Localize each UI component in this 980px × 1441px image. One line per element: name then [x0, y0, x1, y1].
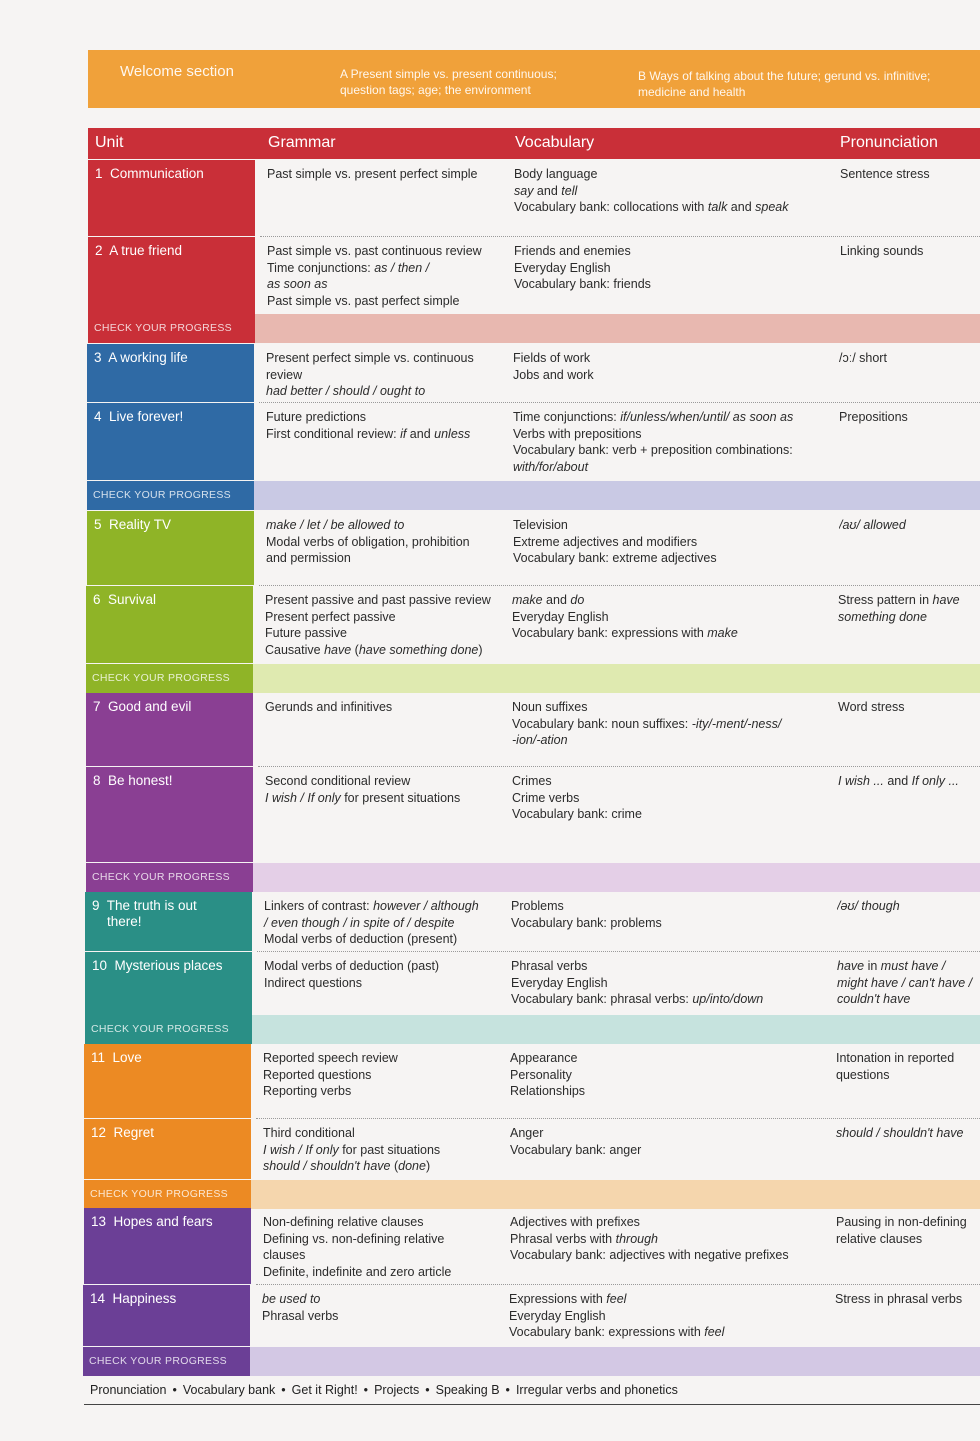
- footer-links: [90, 1383, 980, 1397]
- table-header: [88, 128, 980, 159]
- vocabulary-line: Television: [513, 518, 568, 532]
- grammar-cell-8: [265, 773, 500, 806]
- pronunciation-cell-8: [838, 773, 976, 790]
- grammar-line: clauses: [263, 1248, 306, 1262]
- grammar-line: Time conjunctions: as / then /: [267, 260, 430, 275]
- unit-cell-14[interactable]: [83, 1285, 250, 1346]
- vocabulary-line: say and tell: [514, 183, 578, 198]
- welcome-col-a-line2: question tags; age; the environment: [340, 83, 531, 97]
- welcome-col-b-line2: medicine and health: [638, 85, 746, 99]
- unit-cell-11[interactable]: [84, 1044, 251, 1118]
- vocabulary-cell-6: [512, 592, 822, 642]
- unit-title: [91, 1050, 246, 1066]
- vocabulary-line: Personality: [510, 1067, 572, 1082]
- unit-cell-12[interactable]: [84, 1119, 251, 1179]
- unit-cell-8[interactable]: [86, 767, 253, 862]
- unit-title: [93, 699, 248, 715]
- unit-title-line: 7 Good and evil: [93, 699, 192, 714]
- check-your-progress-label: CHECK YOUR PROGRESS: [93, 489, 231, 501]
- grammar-line: should / shouldn't have (done): [263, 1159, 431, 1173]
- pronunciation-cell-10: [837, 958, 975, 1008]
- welcome-col-a-line1: A Present simple vs. present continuous;: [340, 67, 557, 81]
- check-your-progress-strip[interactable]: [83, 1347, 980, 1376]
- grammar-line: Present perfect passive: [265, 609, 396, 624]
- grammar-line: Non-defining relative clauses: [263, 1215, 424, 1229]
- vocabulary-cell-3: [513, 350, 823, 383]
- welcome-col-b-line1: B Ways of talking about the future; gerund vs. infinitive;: [638, 69, 931, 83]
- check-your-progress-label: CHECK YOUR PROGRESS: [89, 1355, 227, 1367]
- grammar-line: Third conditional: [263, 1126, 355, 1140]
- row-divider: [256, 1118, 980, 1119]
- vocabulary-line: Everyday English: [511, 975, 608, 990]
- vocabulary-cell-7: [512, 699, 822, 749]
- vocabulary-line: with/for/about: [513, 459, 589, 474]
- unit-title-line: 9 The truth is out: [92, 898, 197, 913]
- pronunciation-cell-11: [836, 1050, 974, 1083]
- pronunciation-line: Prepositions: [839, 410, 908, 424]
- grammar-line: Modal verbs of deduction (past): [264, 959, 440, 973]
- vocabulary-cell-14: [509, 1291, 819, 1341]
- pronunciation-cell-4: [839, 409, 977, 426]
- grammar-line: make / let / be allowed to: [266, 518, 405, 532]
- unit-cell-2[interactable]: [88, 237, 255, 314]
- grammar-cell-4: [266, 409, 501, 442]
- vocabulary-line: Vocabulary bank: extreme adjectives: [513, 551, 717, 565]
- pronunciation-line: Word stress: [838, 700, 905, 714]
- footer-item[interactable]: Speaking B: [435, 1383, 500, 1397]
- check-your-progress-label: CHECK YOUR PROGRESS: [94, 322, 232, 334]
- vocabulary-line: Vocabulary bank: verb + preposition combinations:: [513, 443, 793, 457]
- pronunciation-line: couldn't have: [837, 992, 911, 1006]
- vocabulary-line: Appearance: [510, 1051, 578, 1065]
- grammar-cell-10: [264, 958, 499, 991]
- check-your-progress-strip[interactable]: [86, 664, 980, 693]
- vocabulary-line: Expressions with feel: [509, 1292, 627, 1306]
- vocabulary-line: Adjectives with prefixes: [510, 1215, 640, 1229]
- row-divider: [259, 402, 980, 403]
- unit-title: [94, 350, 249, 366]
- unit-title: [91, 1125, 246, 1141]
- pronunciation-cell-3: [839, 350, 977, 367]
- unit-title-line: 12 Regret: [91, 1125, 155, 1140]
- grammar-line: had better / should / ought to: [266, 384, 426, 398]
- pronunciation-line: Stress pattern in have: [838, 593, 960, 607]
- grammar-line: Present perfect simple vs. continuous: [266, 351, 474, 365]
- grammar-line: Future passive: [265, 626, 347, 640]
- pronunciation-line: Sentence stress: [840, 167, 930, 181]
- unit-title-line: 2 A true friend: [95, 243, 183, 258]
- grammar-cell-11: [263, 1050, 498, 1100]
- vocabulary-line: Problems: [511, 899, 564, 913]
- pronunciation-line: Intonation in reported: [836, 1051, 955, 1065]
- pronunciation-line: Linking sounds: [840, 244, 924, 258]
- vocabulary-cell-2: [514, 243, 824, 293]
- row-divider: [260, 236, 980, 237]
- unit-title-line: 3 A working life: [94, 350, 188, 365]
- pronunciation-line: Pausing in non-defining: [836, 1215, 967, 1229]
- grammar-cell-5: [266, 517, 501, 567]
- vocabulary-line: Vocabulary bank: expressions with make: [512, 626, 738, 640]
- unit-title-line: there!: [92, 914, 142, 929]
- unit-title-line: 14 Happiness: [90, 1291, 177, 1306]
- grammar-line: Past simple vs. past perfect simple: [267, 293, 460, 308]
- vocabulary-line: Anger: [510, 1126, 544, 1140]
- unit-title-line: 5 Reality TV: [94, 517, 172, 532]
- vocabulary-cell-9: [511, 898, 821, 931]
- vocabulary-cell-8: [512, 773, 822, 823]
- vocabulary-line: Everyday English: [512, 609, 609, 624]
- row-divider: [257, 951, 980, 952]
- grammar-line: First conditional review: if and unless: [266, 426, 471, 441]
- footer-divider: [84, 1404, 980, 1405]
- grammar-line: Linkers of contrast: however / although: [264, 899, 479, 913]
- welcome-title: Welcome section: [120, 63, 234, 80]
- footer-item[interactable]: Pronunciation: [90, 1383, 167, 1397]
- unit-title-line: 10 Mysterious places: [92, 958, 223, 973]
- pronunciation-cell-6: [838, 592, 976, 625]
- vocabulary-line: Crimes: [512, 774, 552, 788]
- vocabulary-line: Vocabulary bank: anger: [510, 1142, 642, 1157]
- vocabulary-line: Fields of work: [513, 351, 591, 365]
- row-divider: [258, 766, 980, 767]
- row-divider: [259, 585, 980, 586]
- pronunciation-line: /əʊ/ though: [837, 899, 900, 913]
- unit-title-line: 8 Be honest!: [93, 773, 173, 788]
- pronunciation-line: /ɔː/ short: [839, 351, 887, 365]
- grammar-line: Causative have (have something done): [265, 642, 483, 657]
- vocabulary-line: Noun suffixes: [512, 700, 588, 714]
- grammar-line: Second conditional review: [265, 774, 411, 788]
- grammar-line: Modal verbs of deduction (present): [264, 932, 458, 946]
- check-your-progress-strip[interactable]: [85, 1015, 980, 1044]
- bullet-separator: •: [505, 1383, 510, 1397]
- check-your-progress-strip[interactable]: [88, 314, 980, 343]
- vocabulary-cell-12: [510, 1125, 820, 1158]
- welcome-col-a: [340, 66, 610, 98]
- unit-title-line: 11 Love: [91, 1050, 142, 1065]
- grammar-line: review: [266, 367, 303, 382]
- bullet-separator: •: [281, 1383, 286, 1397]
- grammar-line: Phrasal verbs: [262, 1308, 339, 1323]
- vocabulary-cell-10: [511, 958, 821, 1008]
- check-your-progress-strip[interactable]: [87, 481, 980, 510]
- grammar-cell-14: [262, 1291, 497, 1324]
- unit-title: [95, 243, 250, 259]
- vocabulary-line: Vocabulary bank: friends: [514, 277, 651, 291]
- unit-title: [91, 1214, 246, 1230]
- check-your-progress-strip[interactable]: [84, 1180, 980, 1209]
- pronunciation-line: Stress in phrasal verbs: [835, 1292, 963, 1306]
- bullet-separator: •: [363, 1383, 369, 1397]
- vocabulary-line: Time conjunctions: if/unless/when/until/ as soon as: [513, 410, 794, 424]
- vocabulary-line: Vocabulary bank: phrasal verbs: up/into/down: [511, 992, 764, 1006]
- unit-title: [93, 773, 248, 789]
- footer-item[interactable]: Get it Right!: [291, 1383, 358, 1397]
- unit-cell-5[interactable]: [87, 511, 254, 585]
- vocabulary-line: Crime verbs: [512, 790, 580, 805]
- grammar-line: as soon as: [267, 277, 328, 291]
- vocabulary-line: Friends and enemies: [514, 244, 631, 258]
- vocabulary-line: Everyday English: [509, 1308, 606, 1323]
- unit-title-line: 13 Hopes and fears: [91, 1214, 213, 1229]
- vocabulary-cell-4: [513, 409, 823, 475]
- grammar-cell-6: [265, 592, 500, 658]
- vocabulary-line: Everyday English: [514, 260, 611, 275]
- grammar-line: and permission: [266, 551, 351, 565]
- pronunciation-cell-7: [838, 699, 976, 716]
- vocabulary-line: Jobs and work: [513, 367, 594, 382]
- vocabulary-line: Vocabulary bank: adjectives with negative prefixes: [510, 1248, 789, 1262]
- vocabulary-line: Vocabulary bank: noun suffixes: -ity/-ment/-ness/: [512, 716, 782, 731]
- pronunciation-line: might have / can't have /: [837, 975, 973, 990]
- header-unit: Unit: [95, 134, 124, 151]
- footer-item[interactable]: Vocabulary bank: [182, 1383, 276, 1397]
- vocabulary-cell-11: [510, 1050, 820, 1100]
- pronunciation-line: something done: [838, 609, 927, 624]
- check-your-progress-strip[interactable]: [86, 863, 980, 892]
- pronunciation-cell-13: [836, 1214, 974, 1247]
- vocabulary-line: Verbs with prepositions: [513, 426, 642, 441]
- grammar-line: I wish / If only for past situations: [263, 1142, 441, 1157]
- vocabulary-cell-13: [510, 1214, 820, 1264]
- unit-cell-10[interactable]: [85, 952, 252, 1015]
- vocabulary-line: Body language: [514, 167, 598, 181]
- unit-cell-7[interactable]: [86, 693, 253, 766]
- pronunciation-line: /aʊ/ allowed: [839, 518, 906, 532]
- unit-title: [93, 592, 248, 608]
- vocabulary-line: Vocabulary bank: expressions with feel: [509, 1325, 725, 1339]
- pronunciation-line: should / shouldn't have: [836, 1126, 964, 1140]
- grammar-line: Reporting verbs: [263, 1084, 352, 1098]
- bullet-separator: •: [172, 1383, 177, 1397]
- pronunciation-line: I wish ... and If only ...: [838, 774, 959, 788]
- grammar-line: Reported questions: [263, 1067, 372, 1082]
- unit-title: [94, 409, 249, 425]
- bullet-separator: •: [425, 1383, 430, 1397]
- vocabulary-line: Relationships: [510, 1084, 586, 1098]
- grammar-line: Defining vs. non-defining relative: [263, 1231, 445, 1246]
- footer-item[interactable]: Projects: [374, 1383, 420, 1397]
- unit-cell-9[interactable]: [85, 892, 252, 951]
- grammar-cell-2: [267, 243, 502, 309]
- grammar-line: I wish / If only for present situations: [265, 790, 461, 805]
- vocabulary-line: Phrasal verbs with through: [510, 1231, 659, 1246]
- grammar-cell-7: [265, 699, 500, 716]
- pronunciation-cell-14: [835, 1291, 973, 1308]
- grammar-cell-9: [264, 898, 499, 948]
- header-pronunciation: Pronunciation: [840, 134, 938, 151]
- grammar-line: Reported speech review: [263, 1051, 398, 1065]
- pronunciation-line: questions: [836, 1067, 890, 1082]
- unit-title: [90, 1291, 245, 1307]
- pronunciation-line: relative clauses: [836, 1231, 923, 1246]
- unit-title-line: 6 Survival: [93, 592, 157, 607]
- vocabulary-line: Vocabulary bank: crime: [512, 807, 642, 821]
- footer-item[interactable]: Irregular verbs and phonetics: [515, 1383, 678, 1397]
- grammar-cell-3: [266, 350, 501, 400]
- check-your-progress-label: CHECK YOUR PROGRESS: [92, 672, 230, 684]
- vocabulary-cell-5: [513, 517, 823, 567]
- grammar-line: Indirect questions: [264, 975, 362, 990]
- unit-title-line: 1 Communication: [95, 166, 204, 181]
- vocabulary-line: Phrasal verbs: [511, 959, 588, 973]
- unit-title-line: 4 Live forever!: [94, 409, 184, 424]
- grammar-line: / even though / in spite of / despite: [264, 915, 455, 930]
- grammar-line: Present passive and past passive review: [265, 593, 491, 607]
- grammar-cell-13: [263, 1214, 498, 1280]
- header-grammar: Grammar: [268, 134, 336, 151]
- vocabulary-line: make and do: [512, 593, 585, 607]
- pronunciation-cell-5: [839, 517, 977, 534]
- grammar-line: Gerunds and infinitives: [265, 700, 393, 714]
- grammar-line: Past simple vs. past continuous review: [267, 244, 482, 258]
- grammar-line: Past simple vs. present perfect simple: [267, 167, 478, 181]
- pronunciation-cell-9: [837, 898, 975, 915]
- grammar-line: Future predictions: [266, 410, 367, 424]
- check-your-progress-label: CHECK YOUR PROGRESS: [90, 1188, 228, 1200]
- header-vocabulary: Vocabulary: [515, 134, 595, 151]
- vocabulary-line: Vocabulary bank: problems: [511, 915, 662, 930]
- vocabulary-line: -ion/-ation: [512, 733, 568, 747]
- grammar-cell-12: [263, 1125, 498, 1175]
- unit-cell-3[interactable]: [87, 344, 254, 402]
- check-your-progress-label: CHECK YOUR PROGRESS: [92, 871, 230, 883]
- check-your-progress-label: CHECK YOUR PROGRESS: [91, 1023, 229, 1035]
- row-divider: [256, 1284, 980, 1285]
- unit-cell-4[interactable]: [87, 403, 254, 480]
- pronunciation-cell-1: [840, 166, 978, 183]
- welcome-section-banner: [88, 50, 980, 108]
- pronunciation-cell-2: [840, 243, 978, 260]
- vocabulary-cell-1: [514, 166, 824, 216]
- grammar-line: be used to: [262, 1292, 321, 1306]
- grammar-cell-1: [267, 166, 502, 183]
- unit-cell-13[interactable]: [84, 1208, 251, 1284]
- unit-cell-1[interactable]: [88, 160, 255, 236]
- vocabulary-line: Vocabulary bank: collocations with talk and speak: [514, 200, 789, 214]
- welcome-col-b: [638, 68, 978, 100]
- unit-title: [92, 898, 247, 930]
- vocabulary-line: Extreme adjectives and modifiers: [513, 534, 698, 549]
- unit-title: [92, 958, 247, 974]
- unit-cell-6[interactable]: [86, 586, 253, 663]
- grammar-line: Definite, indefinite and zero article: [263, 1264, 452, 1279]
- pronunciation-line: have in must have /: [837, 959, 946, 973]
- grammar-line: Modal verbs of obligation, prohibition: [266, 534, 470, 549]
- unit-title: [94, 517, 249, 533]
- pronunciation-cell-12: [836, 1125, 974, 1142]
- unit-title: [95, 166, 250, 182]
